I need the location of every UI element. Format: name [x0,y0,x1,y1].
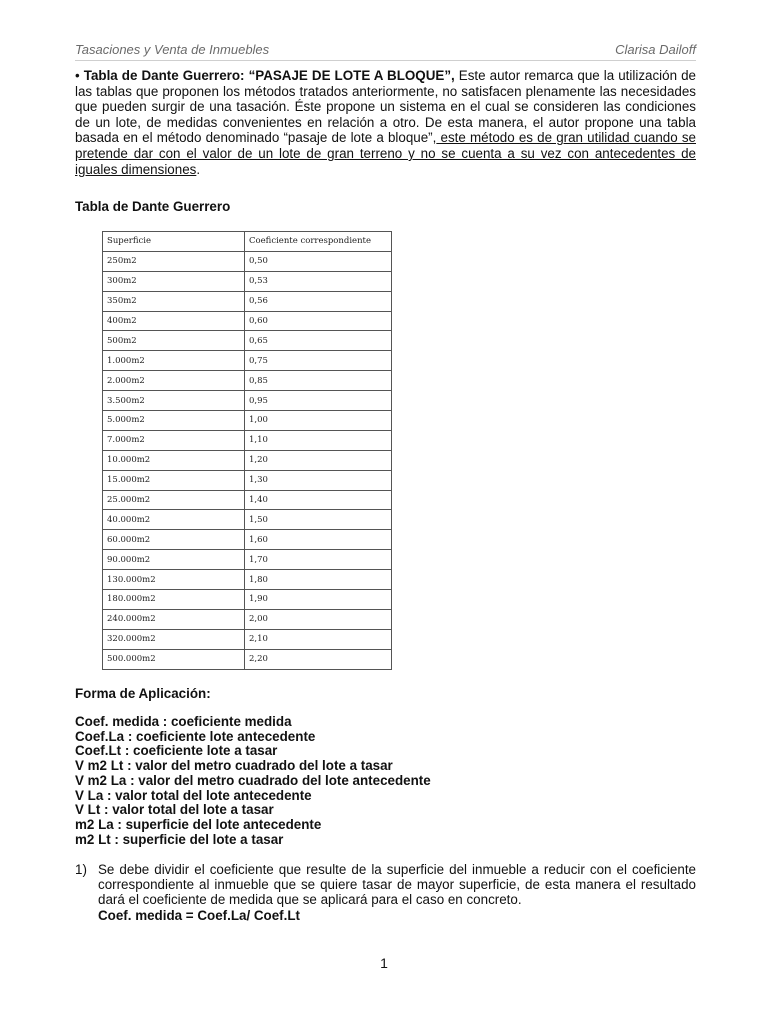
cell-superficie: 25.000m2 [103,490,245,510]
intro-text: Este autor remarca que la utilización de las tablas que proponen los métodos tratados anteriormente, no satisfacen plenamente las necesidades que pueden surgir de una tasación. Éste propone un sistema en el cual se consideren las condiciones de un lote, de medidas convenientes en relación a otro. De esta manera, el autor propone una tabla basada en el método denominado “pasaje de lote a bloque” [75,68,696,146]
definition-item: V m2 La : valor del metro cuadrado del lote antecedente [75,772,431,788]
table-row [103,311,392,331]
cell-superficie: 1.000m2 [103,351,245,371]
cell-superficie: 240.000m2 [103,609,245,629]
intro-bold-lead: Tabla de Dante Guerrero: [83,68,245,83]
cell-coeficiente: 1,80 [245,570,392,590]
cell-superficie: 90.000m2 [103,550,245,570]
cell-coeficiente: 0,50 [245,251,392,271]
step-text: Se debe dividir el coeficiente que resulte de la superficie del inmueble a reducir con el coeficiente correspondiente al inmueble que se quiere tasar de mayor superficie, de esta manera el resultado dará el coeficiente de medida que se aplicará para el caso en concreto. [98,862,696,908]
header-author: Clarisa Dailoff [615,42,696,57]
cell-superficie: 2.000m2 [103,371,245,391]
cell-coeficiente: 1,70 [245,550,392,570]
cell-superficie: 320.000m2 [103,629,245,649]
cell-superficie: 40.000m2 [103,510,245,530]
definition-item: V m2 Lt : valor del metro cuadrado del lote a tasar [75,758,393,774]
cell-superficie: 180.000m2 [103,590,245,610]
coefficient-table [102,231,392,670]
table-row [103,371,392,391]
application-title: Forma de Aplicación: [75,686,211,701]
table-row [103,450,392,470]
definition-item: V Lt : valor total del lote a tasar [75,802,274,818]
table-row [103,291,392,311]
table-header-row [103,232,392,252]
cell-coeficiente: 1,40 [245,490,392,510]
intro-bold-quote: “PASAJE DE LOTE A BLOQUE”, [248,68,455,83]
cell-coeficiente: 2,00 [245,609,392,629]
definition-item: Coef. medida : coeficiente medida [75,714,292,729]
cell-coeficiente: 1,20 [245,450,392,470]
table-row [103,470,392,490]
table-row [103,411,392,431]
bullet: • [75,68,80,83]
intro-end: . [196,161,201,177]
cell-superficie: 400m2 [103,311,245,331]
cell-superficie: 350m2 [103,291,245,311]
table-row [103,490,392,510]
cell-coeficiente: 1,00 [245,411,392,431]
cell-superficie: 250m2 [103,251,245,271]
cell-coeficiente: 2,20 [245,649,392,669]
definitions-list [75,715,696,847]
cell-coeficiente: 1,10 [245,430,392,450]
table-row [103,609,392,629]
definition-item: Coef.La : coeficiente lote antecedente [75,728,316,744]
step-number: 1) [75,862,87,877]
cell-coeficiente: 2,10 [245,629,392,649]
table-row [103,271,392,291]
cell-superficie: 300m2 [103,271,245,291]
cell-superficie: 130.000m2 [103,570,245,590]
cell-superficie: 500.000m2 [103,649,245,669]
cell-coeficiente: 0,95 [245,391,392,411]
cell-coeficiente: 1,30 [245,470,392,490]
page-number: 1 [380,955,388,971]
cell-superficie: 7.000m2 [103,430,245,450]
cell-coeficiente: 1,90 [245,590,392,610]
table-title: Tabla de Dante Guerrero [75,199,231,214]
page-header [75,42,696,61]
definition-item: m2 Lt : superficie del lote a tasar [75,831,284,847]
table-row [103,649,392,669]
table-row [103,251,392,271]
intro-paragraph [75,68,696,177]
column-header-superficie: Superficie [103,232,245,252]
cell-coeficiente: 0,65 [245,331,392,351]
table-row [103,590,392,610]
table-row [103,430,392,450]
cell-coeficiente: 0,53 [245,271,392,291]
cell-coeficiente: 0,75 [245,351,392,371]
table-body [103,251,392,669]
cell-coeficiente: 0,85 [245,371,392,391]
table-row [103,550,392,570]
definition-item: m2 La : superficie del lote antecedente [75,816,322,832]
table-row [103,351,392,371]
cell-coeficiente: 1,50 [245,510,392,530]
table-row [103,391,392,411]
table-row [103,331,392,351]
header-left-title: Tasaciones y Venta de Inmuebles [75,42,270,57]
cell-superficie: 60.000m2 [103,530,245,550]
cell-superficie: 15.000m2 [103,470,245,490]
cell-superficie: 5.000m2 [103,411,245,431]
intro-underlined-text: este método es de gran utilidad cuando se pretende dar con el valor de un lote de gran terreno y no se cuenta a su vez con antecedentes de iguales dimensiones [75,130,696,177]
definition-item: V La : valor total del lote antecedente [75,787,312,803]
step-formula: Coef. medida = Coef.La/ Coef.Lt [98,907,300,923]
table-row [103,629,392,649]
cell-superficie: 3.500m2 [103,391,245,411]
definition-item: Coef.Lt : coeficiente lote a tasar [75,743,278,759]
table-row [103,530,392,550]
table-row [103,570,392,590]
cell-coeficiente: 0,56 [245,291,392,311]
cell-coeficiente: 1,60 [245,530,392,550]
intro-comma: , [432,130,437,146]
cell-superficie: 10.000m2 [103,450,245,470]
cell-superficie: 500m2 [103,331,245,351]
cell-coeficiente: 0,60 [245,311,392,331]
step-1 [75,862,696,923]
column-header-coeficiente: Coeficiente correspondiente [245,232,392,252]
table-row [103,510,392,530]
step-body [98,862,696,923]
